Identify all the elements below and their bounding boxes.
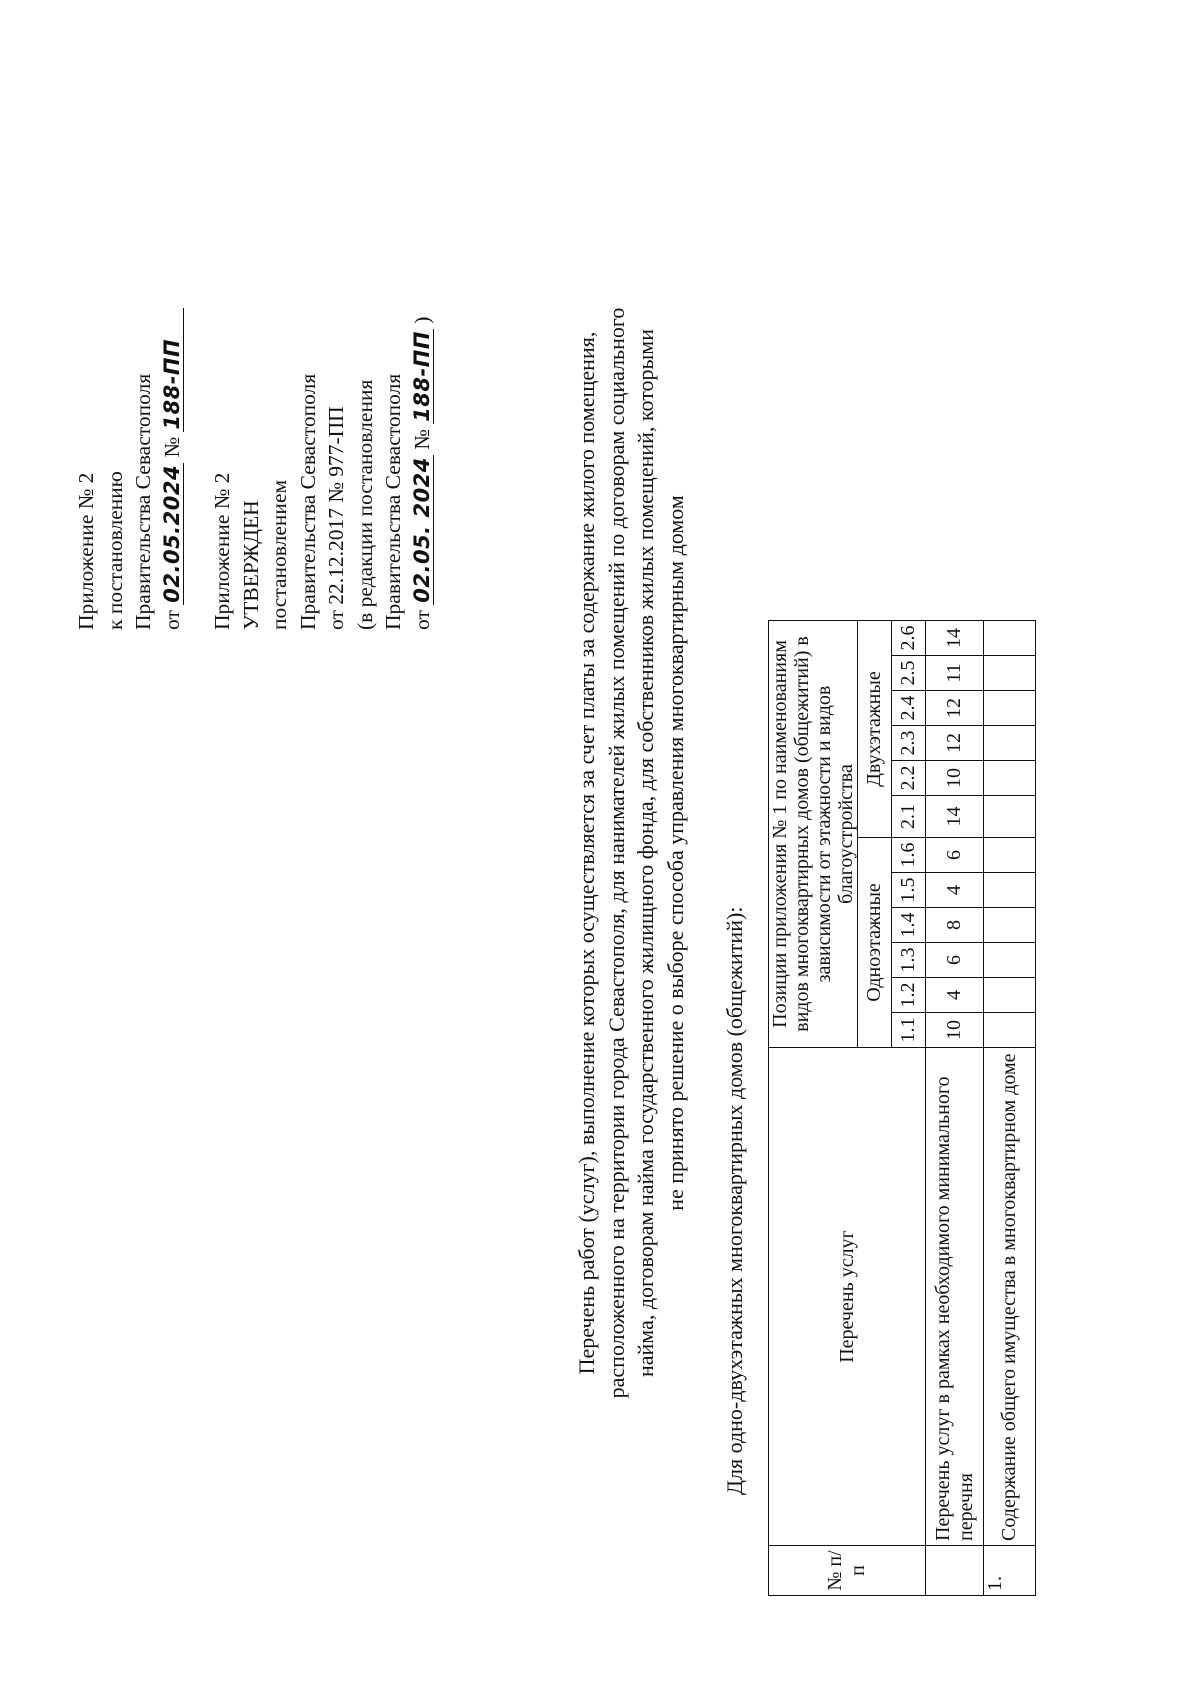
position-code: 2.4 [892,691,926,726]
row-value: 6 [926,943,984,978]
approved-appendix-label: Приложение № 2 [210,472,234,630]
row-service: Содержание общего имущества в многоквартирном доме [984,1048,1036,1546]
appendix-label: Приложение № 2 [74,472,98,630]
row-value [984,873,1036,908]
row-value [984,726,1036,761]
document-subtitle: Для одно-двухэтажных многоквартирных домов (общежитий): [722,906,747,1495]
position-code: 1.3 [892,943,926,978]
table-row [984,621,1036,1596]
row-value [984,621,1036,656]
row-num: 1. [984,1546,1036,1596]
position-code: 2.2 [892,761,926,796]
government-label: Правительства Севастополя [131,373,155,630]
num-header: № п/п [769,1546,926,1596]
position-code: 1.5 [892,873,926,908]
approved-government-label: Правительства Севастополя [295,373,320,630]
appendix-header-current [72,308,186,630]
title-line: найма, договорам найма государственного жилищного фонда, для собственников жилых помещений, которыми [633,329,658,1377]
row-value [984,796,1036,838]
position-code: 1.6 [892,838,926,873]
handwritten-number: 188-ПП [161,308,184,432]
by-resolution-label: постановлением [267,479,291,630]
approved-label: УТВЕРЖДЕН [238,500,263,630]
row-value [984,761,1036,796]
position-code: 2.3 [892,726,926,761]
row-service: Перечень услуг в рамках необходимого минимального перечня [926,1048,984,1546]
row-num [926,1546,984,1596]
original-resolution-label: от 22.12.2017 № 977-ПП [324,406,348,630]
row-value [984,838,1036,873]
edition-label: (в редакции постановления [352,379,377,630]
position-code: 2.1 [892,796,926,838]
title-line: расположенного на территории города Севастополя, для нанимателей жилых помещений по договорам социального [603,307,629,1399]
row-value [984,978,1036,1013]
title-line: не принято решение о выборе способа управления многоквартирным домом [662,495,688,1211]
row-value: 8 [926,908,984,943]
title-line: Перечень работ (услуг), выполнение которых осуществляется за счет платы за содержание жилого помещения, [574,331,599,1375]
row-value: 4 [926,873,984,908]
row-value: 6 [926,838,984,873]
services-header: Перечень услуг [769,1048,926,1546]
row-value: 12 [926,726,984,761]
row-value [984,908,1036,943]
handwritten-edition-number: 188-ПП [409,331,434,422]
row-value: 12 [926,691,984,726]
position-code: 1.4 [892,908,926,943]
to-resolution-label: к постановлению [102,471,127,630]
row-value [984,656,1036,691]
handwritten-date: 02.05.2024 [159,464,184,603]
row-value [984,1013,1036,1048]
row-value [984,691,1036,726]
position-code: 1.1 [892,1013,926,1048]
row-value: 10 [926,761,984,796]
resolution-date-line: от 02.05.2024 № 188-ПП [158,308,187,630]
edition-government-label: Правительства Севастополя [381,373,405,630]
edition-date-line: от 02.05. 2024 № 188-ПП ) [409,316,434,630]
row-value: 4 [926,978,984,1013]
row-value [984,943,1036,978]
document-title [572,133,690,1573]
services-table [768,620,1036,1596]
position-code: 2.6 [892,621,926,656]
group-two-story: Двухэтажные [858,621,892,838]
appendix-header-approved [208,317,436,630]
row-value: 14 [926,796,984,838]
position-code: 1.2 [892,978,926,1013]
row-value: 14 [926,621,984,656]
handwritten-edition-date: 02.05. 2024 [409,457,434,603]
row-value: 11 [926,656,984,691]
row-value: 10 [926,1013,984,1048]
positions-header: Позиции приложения № 1 по наименованиям видов многоквартирных домов (общежитий) в зависимости от этажности и видов благоустройства [769,621,858,1048]
group-one-story: Одноэтажные [858,838,892,1048]
table-row [926,621,984,1596]
position-code: 2.5 [892,656,926,691]
